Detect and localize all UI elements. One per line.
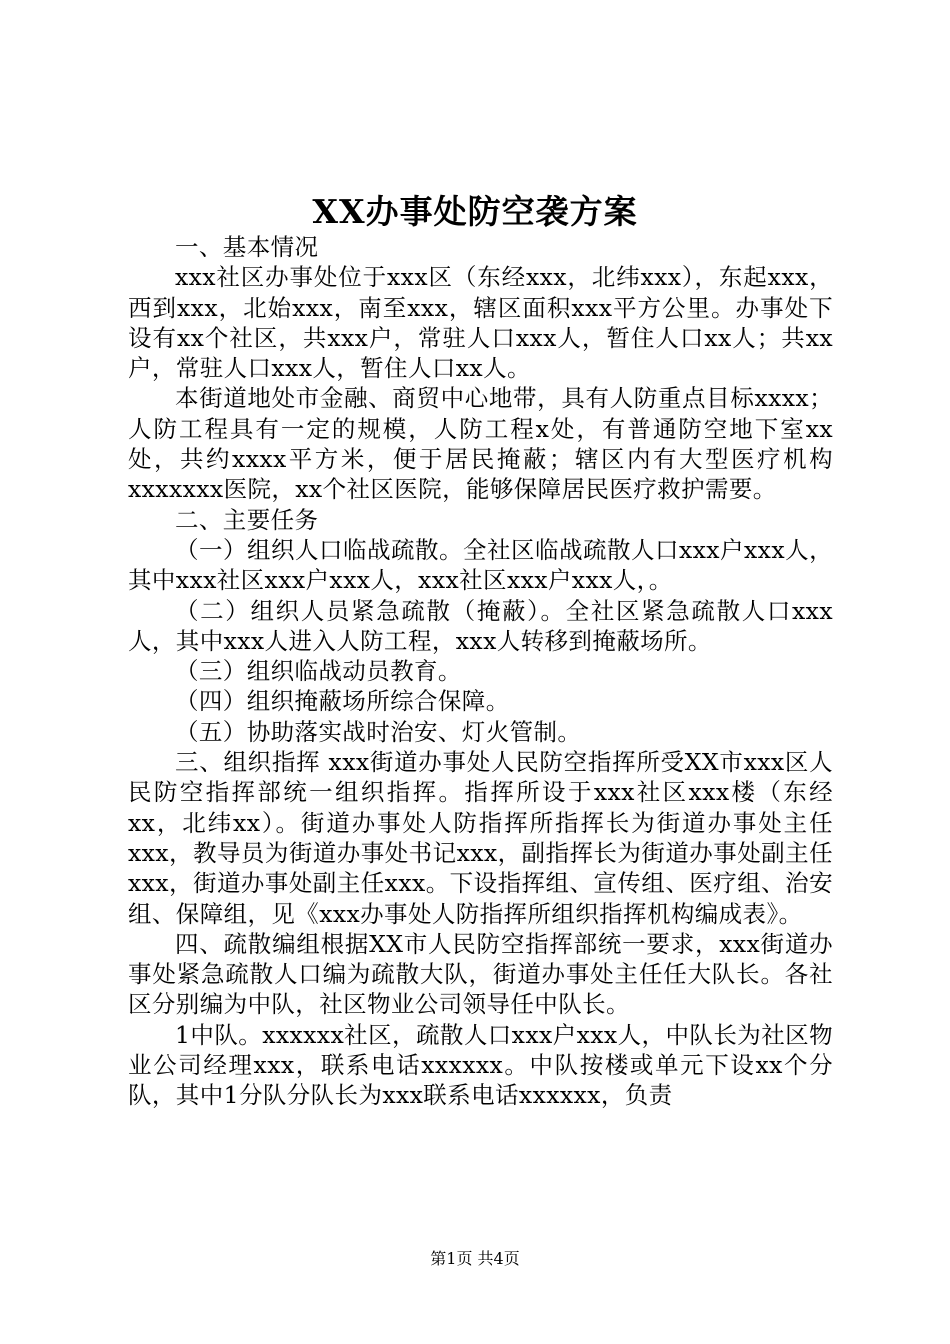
- paragraph-district-features: 本街道地处市金融、商贸中心地带，具有人防重点目标xxxx；人防工程具有一定的规模，人防工程x处，有普通防空地下室xx处，共约xxxx平方米，便于居民掩蔽；辖区内有大型医疗机构xxxxxxx医院，xx个社区医院，能够保障居民医疗救护需要。: [128, 384, 833, 504]
- task-item-3: （三）组织临战动员教育。: [175, 657, 462, 686]
- document-body: [128, 232, 833, 1111]
- paragraph-command-organization: 三、组织指挥 xxx街道办事处人民防空指挥所受XX市xxx区人民防空指挥部统一组织指挥。指挥所设于xxx社区xxx楼（东经xx，北纬xx）。街道办事处人防指挥所指挥长为街道办事处主任xxx，教导员为街道办事处书记xxx，副指挥长为街道办事处副主任xxx，街道办事处副主任xxx。下设指挥组、宣传组、医疗组、治安组、保障组，见《xxx办事处人防指挥所组织指挥机构编成表》。: [128, 748, 833, 928]
- task-item-2: （二）组织人员紧急疏散（掩蔽）。全社区紧急疏散人口xxx人，其中xxx人进入人防工程，xxx人转移到掩蔽场所。: [128, 596, 833, 655]
- paragraph-evacuation-grouping: 四、疏散编组根据XX市人民防空指挥部统一要求，xxx街道办事处紧急疏散人口编为疏散大队，街道办事处主任任大队长。各社区分别编为中队，社区物业公司领导任中队长。: [128, 929, 833, 1019]
- task-item-4: （四）组织掩蔽场所综合保障。: [175, 687, 510, 716]
- paragraph-location: xxx社区办事处位于xxx区（东经xxx，北纬xxx），东起xxx，西到xxx，北始xxx，南至xxx，辖区面积xxx平方公里。办事处下设有xx个社区，共xxx户，常驻人口xxx人，暂住人口xx人；共xx户，常驻人口xxx人，暂住人口xx人。: [128, 263, 833, 383]
- section-heading-basic-situation: 一、基本情况: [175, 233, 319, 261]
- document-title: XX办事处防空袭方案: [312, 192, 638, 231]
- section-heading-main-tasks: 二、主要任务: [175, 505, 319, 534]
- task-item-1: （一）组织人口临战疏散。全社区临战疏散人口xxx户xxx人，其中xxx社区xxx户xxx人，xxx社区xxx户xxx人，。: [128, 535, 833, 595]
- task-item-5: （五）协助落实战时治安、灯火管制。: [175, 717, 582, 746]
- paragraph-squadron-1: 1中队。xxxxxx社区，疏散人口xxx户xxx人，中队长为社区物业公司经理xxx，联系电话xxxxxx。中队按楼或单元下设xx个分队，其中1分队分队长为xxx联系电话xxxxxx，负责: [128, 1020, 833, 1110]
- page-number-footer: 第1页 共4页: [430, 1249, 520, 1268]
